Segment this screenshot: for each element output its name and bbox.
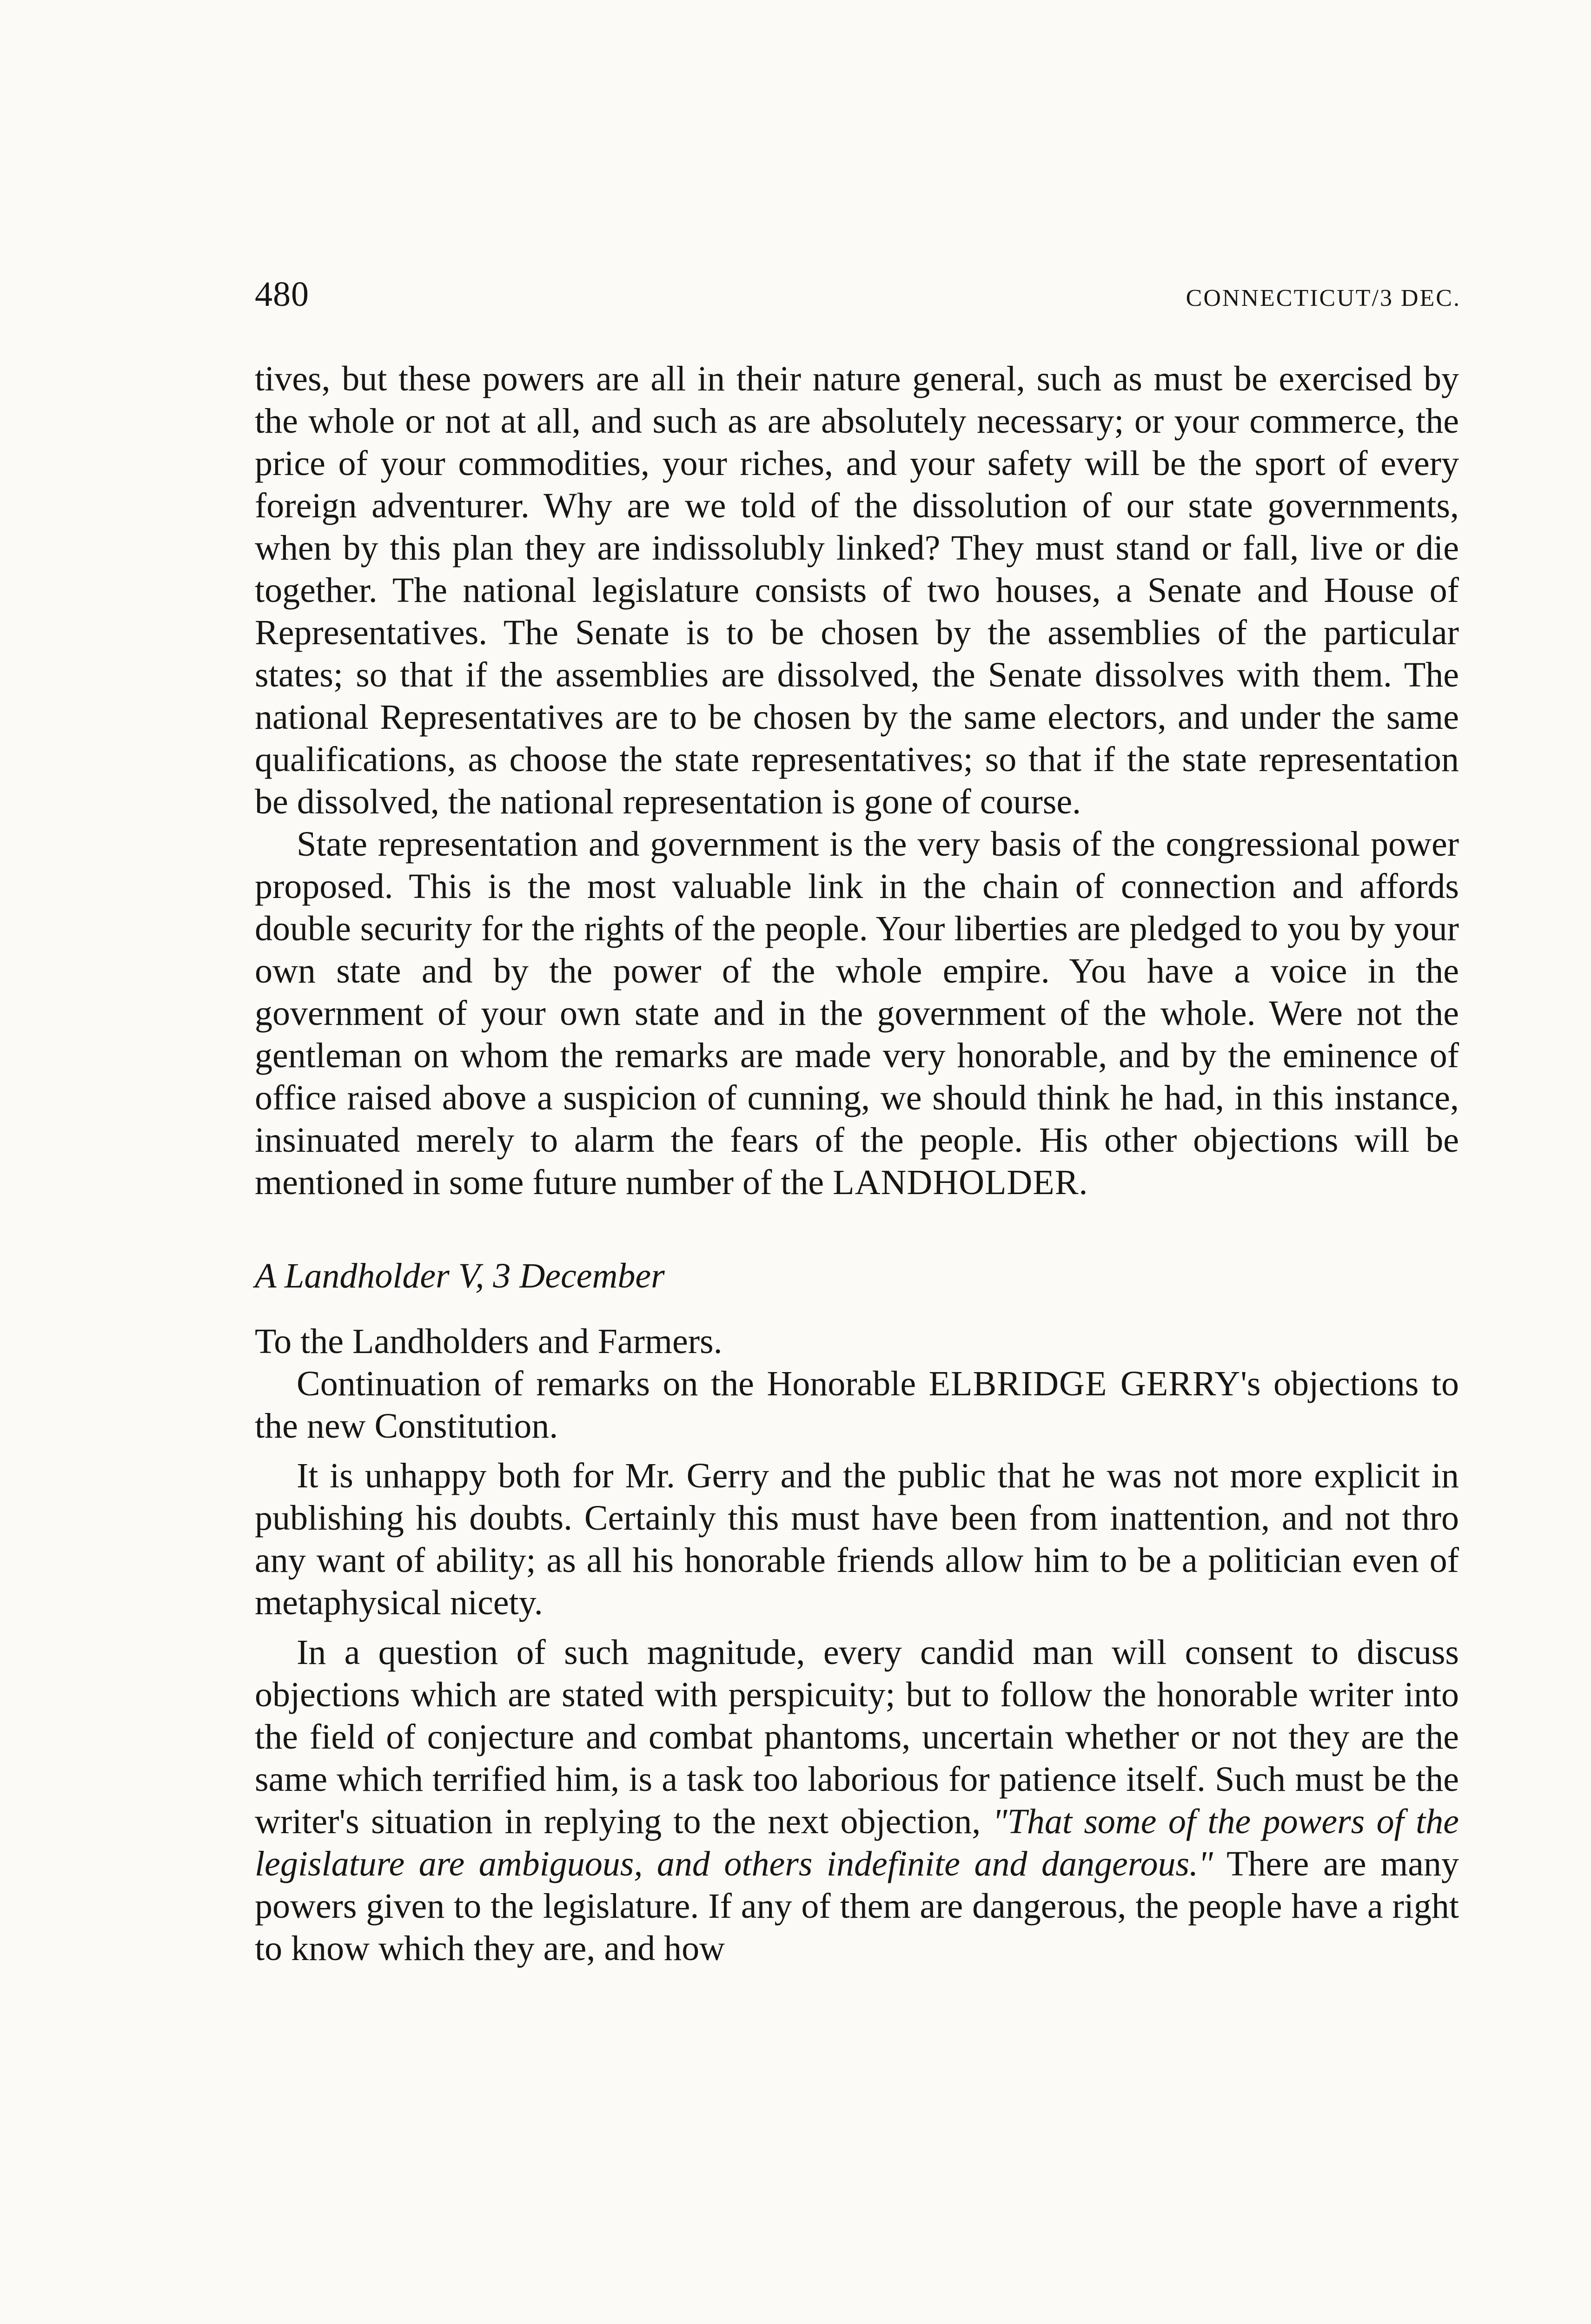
- running-head: [255, 274, 1461, 314]
- paragraph-text: State representation and government is the very basis of the congressional power proposed. This is the most valuable link in the chain of connection and affords double security for the rights of the people. Your liberties are pledged to you by your own state and by the power of the whole empire. You have a voice in the government of your own state and in the government of the whole. Were not the gentleman on whom the remarks are made very honorable, and by the eminence of office raised above a suspicion of cunning, we should think he had, in this instance, insinuated merely to alarm the fears of the people. His other objections will be mentioned in some future number of the: [255, 825, 1459, 1202]
- landholder-name: LANDHOLDER: [833, 1163, 1079, 1202]
- paragraph-text: Continuation of remarks on the Honorable: [297, 1364, 929, 1403]
- running-title: CONNECTICUT/3 DEC.: [1186, 285, 1461, 311]
- paragraph-state-representation: [255, 823, 1459, 1204]
- quoted-objection: "That some of the powers of the legislature are ambiguous, and others indefinite and dangerous.": [255, 1802, 1459, 1883]
- body-text: [255, 358, 1459, 1970]
- gerry-name: ELBRIDGE GERRY: [928, 1364, 1241, 1403]
- paragraph-continuation: tives, but these powers are all in their nature general, such as must be exercised by the whole or not at all, and such as are absolutely necessary; or your commerce, the price of your commodities, your riches, and your safety will be the sport of every foreign adventurer. Why are we told of the dissolution of our state governments, when by this plan they are indissolubly linked? They must stand or fall, live or die together. The national legislature consists of two houses, a Senate and House of Representatives. The Senate is to be chosen by the assemblies of the particular states; so that if the assemblies are dissolved, the Senate dissolves with them. The national Representatives are to be chosen by the same electors, and under the same qualifications, as choose the state representatives; so that if the state representation be dissolved, the national representation is gone of course.: [255, 359, 1459, 821]
- paragraph-text-end: .: [1079, 1163, 1088, 1202]
- section-heading: A Landholder V, 3 December: [255, 1256, 665, 1295]
- salutation: To the Landholders and Farmers.: [255, 1322, 723, 1361]
- page-number: 480: [255, 275, 309, 314]
- paragraph-text-end: 's objections to the new Constitution.: [255, 1364, 1459, 1446]
- paragraph-text: In a question of such magnitude, every candid man will consent to discuss objections which are stated with perspicuity; but to follow the honorable writer into the field of conjecture and combat phantoms, uncertain whether or not they are the same which terrified him, is a task too laborious for patience itself. Such must be the writer's situation in replying to the next objection,: [255, 1633, 1459, 1841]
- paragraph-unhappy: It is unhappy both for Mr. Gerry and the public that he was not more explicit in publishing his doubts. Certainly this must have been from inattention, and not thro any want of ability; as all his honorable friends allow him to be a politician even of metaphysical nicety.: [255, 1456, 1459, 1622]
- paragraph-continuation-remarks: [255, 1363, 1459, 1447]
- paragraph-text-end: There are many powers given to the legislature. If any of them are dangerous, the people have a right to know which they are, and how: [255, 1844, 1459, 1968]
- paragraph-magnitude: [255, 1631, 1459, 1970]
